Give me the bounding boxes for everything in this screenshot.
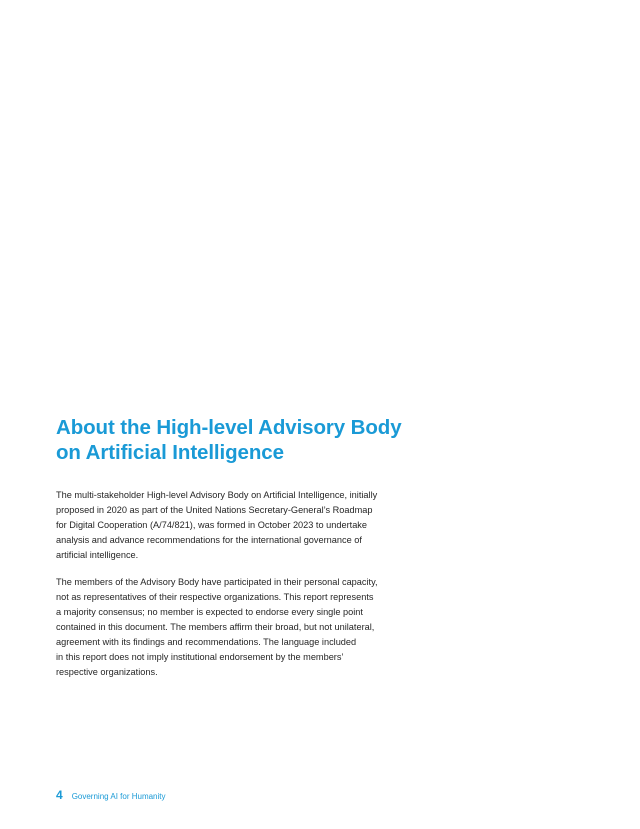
paragraph-mandate <box>56 488 436 563</box>
section-heading-line: on Artificial Intelligence <box>56 440 284 464</box>
paragraph-disclaimer <box>56 575 436 680</box>
page-number: 4 <box>56 788 63 802</box>
paragraph-line: for Digital Cooperation (A/74/821), was formed in October 2023 to undertake <box>56 520 368 530</box>
paragraph-line: The members of the Advisory Body have participated in their personal capacity, <box>56 577 378 587</box>
paragraph-line: proposed in 2020 as part of the United Nations Secretary-General’s Roadmap <box>56 505 373 515</box>
footer-document-title: Governing AI for Humanity <box>71 792 166 801</box>
section-heading-line: About the High-level Advisory Body <box>56 416 402 439</box>
paragraph-line: a majority consensus; no member is expected to endorse every single point <box>56 607 363 617</box>
page-footer <box>56 788 166 802</box>
paragraph-line: respective organizations. <box>56 667 158 677</box>
paragraph-line: not as representatives of their respective organizations. This report represents <box>56 592 374 602</box>
paragraph-line: in this report does not imply institutional endorsement by the members’ <box>56 652 344 662</box>
section-heading <box>56 416 436 465</box>
paragraph-line: artificial intelligence. <box>56 550 139 560</box>
paragraph-line: contained in this document. The members affirm their broad, but not unilateral, <box>56 622 375 632</box>
paragraph-line: analysis and advance recommendations for the international governance of <box>56 535 362 545</box>
paragraph-line: The multi-stakeholder High-level Advisory Body on Artificial Intelligence, initially <box>56 490 378 500</box>
paragraph-line: agreement with its findings and recommendations. The language included <box>56 637 357 647</box>
